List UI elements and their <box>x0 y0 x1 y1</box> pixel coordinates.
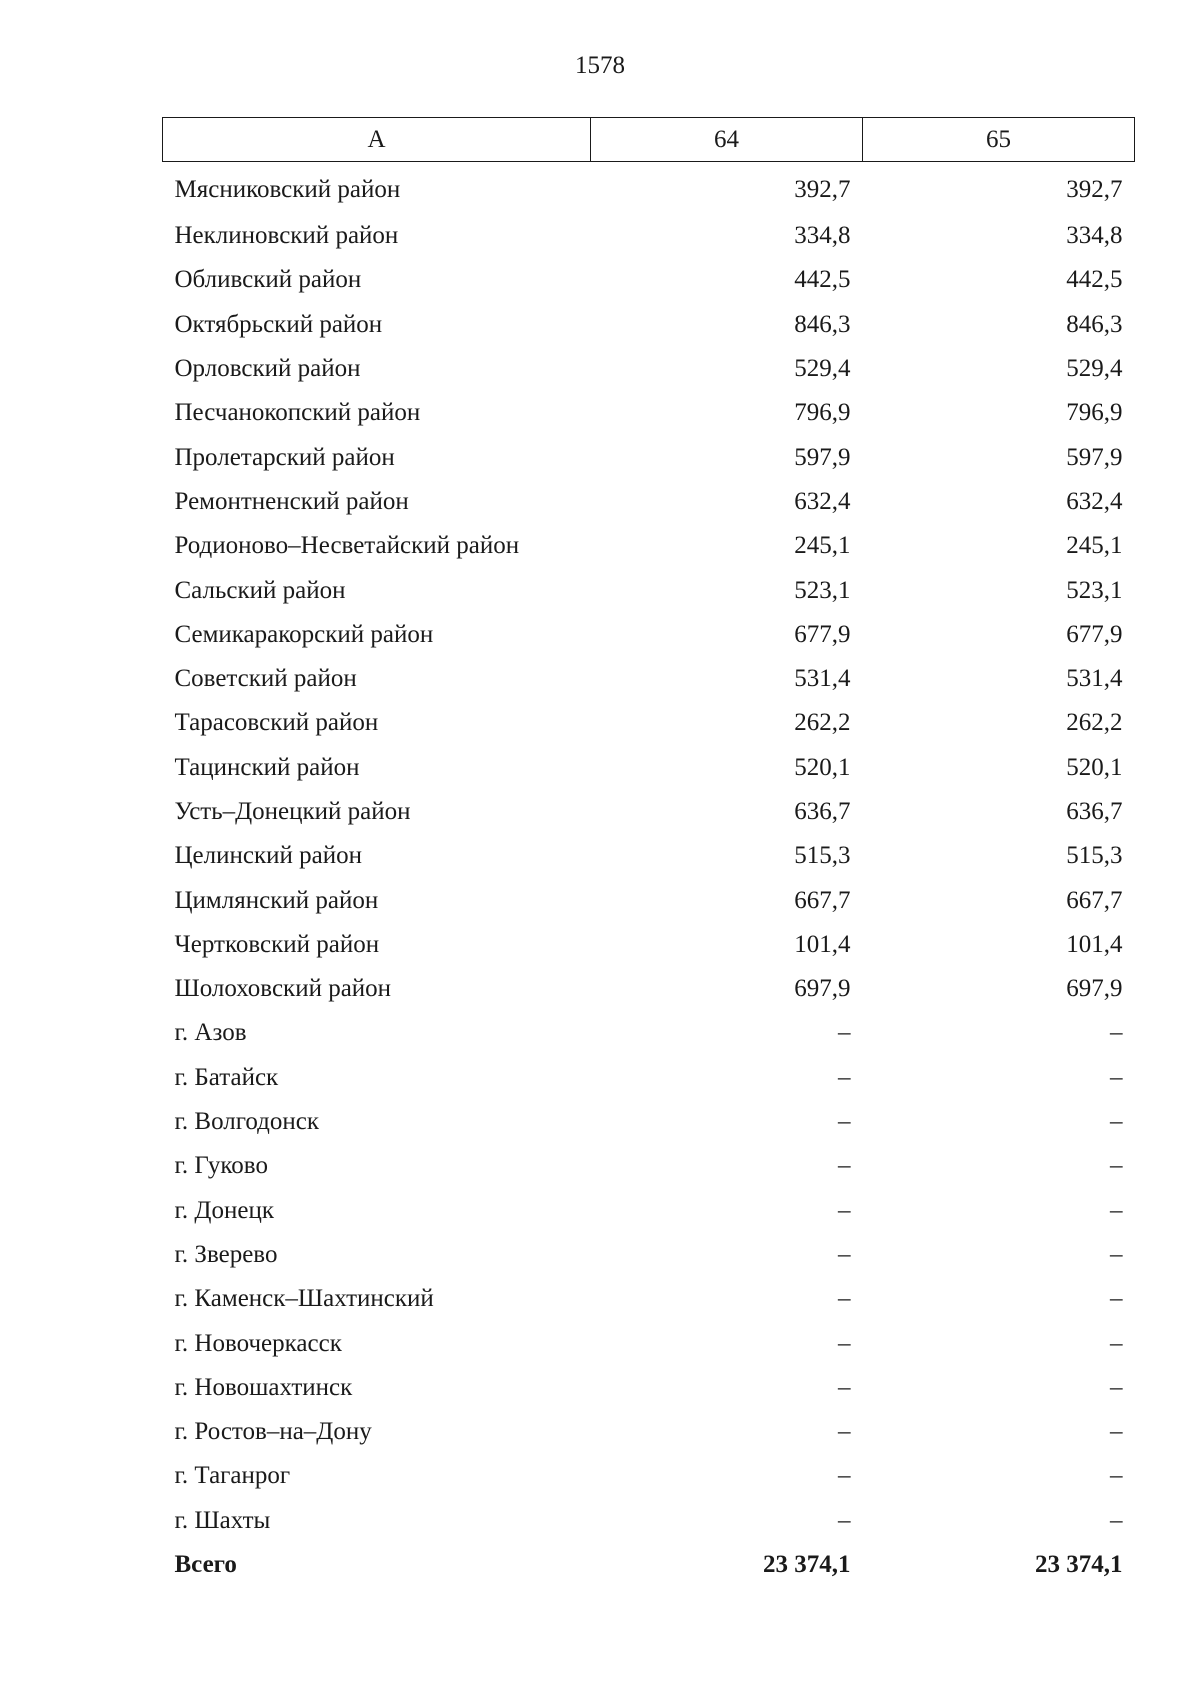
table-row <box>163 1189 1135 1233</box>
row-value-65-cell: 392,7 <box>1066 176 1123 203</box>
row-value-65-cell: 245,1 <box>1066 532 1123 560</box>
row-value-65-cell: 597,9 <box>1066 443 1123 471</box>
table-row <box>163 303 1135 347</box>
row-name-cell: Усть–Донецкий район <box>174 798 411 825</box>
row-value-65-cell: 442,5 <box>1066 266 1123 294</box>
row-value-65-cell: 529,4 <box>1066 355 1123 383</box>
table-row <box>163 1454 1135 1498</box>
row-name-cell: г. Шахты <box>174 1506 271 1534</box>
total-value-65-cell: 23 374,1 <box>1035 1551 1123 1579</box>
table-body <box>163 162 1135 1588</box>
row-name-cell: Семикаракорский район <box>174 620 434 648</box>
table-row <box>163 613 1135 657</box>
row-value-65-cell: 101,4 <box>1066 930 1123 958</box>
table-row <box>163 1144 1135 1188</box>
table-row <box>163 162 1135 215</box>
table-row <box>163 524 1135 568</box>
row-name-cell: г. Азов <box>174 1019 247 1047</box>
row-value-65-cell: – <box>1110 1019 1123 1047</box>
row-value-65-cell: 796,9 <box>1066 399 1123 427</box>
row-name-cell: Тацинский район <box>174 753 360 781</box>
row-value-64-cell: 632,4 <box>794 487 851 515</box>
header-cell-64: 64 <box>591 118 863 162</box>
row-value-65-cell: 531,4 <box>1066 665 1123 693</box>
table-row <box>163 1410 1135 1454</box>
row-value-65-cell: – <box>1110 1152 1123 1180</box>
total-label-cell: Всего <box>174 1551 237 1579</box>
row-value-65-cell: 697,9 <box>1066 975 1123 1003</box>
table-row <box>163 1321 1135 1365</box>
table-row <box>163 746 1135 790</box>
row-value-64-cell: – <box>838 1019 851 1047</box>
row-value-65-cell: – <box>1110 1418 1123 1446</box>
row-value-65-cell: – <box>1110 1285 1123 1313</box>
row-value-64-cell: – <box>838 1196 851 1224</box>
header-cell-65: 65 <box>863 118 1135 162</box>
row-value-64-cell: 846,3 <box>794 310 851 338</box>
table-row <box>163 967 1135 1011</box>
table-row <box>163 1100 1135 1144</box>
row-name-cell: г. Каменск–Шахтинский <box>174 1285 434 1313</box>
row-value-64-cell: 697,9 <box>794 975 851 1003</box>
row-name-cell: Чертковский район <box>174 930 380 958</box>
table-row <box>163 701 1135 745</box>
table-row <box>163 258 1135 302</box>
row-name-cell: г. Зверево <box>174 1240 278 1268</box>
table-row <box>163 834 1135 878</box>
table-header <box>163 118 1135 162</box>
row-value-65-cell: 636,7 <box>1066 798 1123 825</box>
row-value-65-cell: 523,1 <box>1066 576 1123 604</box>
row-value-64-cell: 442,5 <box>794 266 851 294</box>
row-value-64-cell: – <box>838 1418 851 1446</box>
row-value-65-cell: 667,7 <box>1066 886 1123 914</box>
row-value-65-cell: 515,3 <box>1066 842 1123 870</box>
table-row <box>163 1366 1135 1410</box>
total-row <box>163 1543 1135 1587</box>
row-value-64-cell: 636,7 <box>794 798 851 825</box>
table-row <box>163 1056 1135 1100</box>
row-value-64-cell: – <box>838 1373 851 1401</box>
row-value-64-cell: 334,8 <box>794 222 851 250</box>
row-name-cell: Песчанокопский район <box>174 399 421 427</box>
row-value-64-cell: 101,4 <box>794 930 851 958</box>
row-value-64-cell: 392,7 <box>794 176 851 203</box>
row-name-cell: г. Новочеркасск <box>174 1329 342 1357</box>
data-table <box>162 117 1135 1587</box>
row-name-cell: Советский район <box>174 665 357 693</box>
row-value-65-cell: 334,8 <box>1066 222 1123 250</box>
row-value-65-cell: – <box>1110 1196 1123 1224</box>
table-row <box>163 1499 1135 1543</box>
row-name-cell: Ремонтненский район <box>174 487 409 515</box>
row-value-65-cell: 846,3 <box>1066 310 1123 338</box>
row-value-65-cell: – <box>1110 1506 1123 1534</box>
row-value-64-cell: 796,9 <box>794 399 851 427</box>
row-name-cell: г. Донецк <box>174 1196 274 1224</box>
row-name-cell: г. Волгодонск <box>174 1108 320 1136</box>
table-row <box>163 214 1135 258</box>
row-value-64-cell: 262,2 <box>794 709 851 737</box>
table-row <box>163 790 1135 834</box>
row-value-64-cell: 520,1 <box>794 753 851 781</box>
table-row <box>163 480 1135 524</box>
row-name-cell: Сальский район <box>174 576 346 604</box>
row-name-cell: г. Таганрог <box>174 1462 291 1490</box>
row-value-65-cell: 677,9 <box>1066 620 1123 648</box>
data-table-container <box>162 117 1134 1587</box>
row-value-64-cell: – <box>838 1329 851 1357</box>
row-value-64-cell: 677,9 <box>794 620 851 648</box>
table-row <box>163 1277 1135 1321</box>
row-value-65-cell: 632,4 <box>1066 487 1123 515</box>
row-value-65-cell: 520,1 <box>1066 753 1123 781</box>
row-name-cell: г. Ростов–на–Дону <box>174 1418 372 1446</box>
row-value-65-cell: – <box>1110 1240 1123 1268</box>
row-value-64-cell: – <box>838 1462 851 1490</box>
row-name-cell: Обливский район <box>174 266 362 294</box>
table-row <box>163 923 1135 967</box>
row-value-64-cell: 529,4 <box>794 355 851 383</box>
row-value-65-cell: – <box>1110 1462 1123 1490</box>
row-value-64-cell: – <box>838 1285 851 1313</box>
total-value-64-cell: 23 374,1 <box>763 1551 851 1579</box>
table-row <box>163 878 1135 922</box>
row-name-cell: Пролетарский район <box>174 443 395 471</box>
row-value-65-cell: 262,2 <box>1066 709 1123 737</box>
table-row <box>163 1011 1135 1055</box>
row-value-64-cell: 515,3 <box>794 842 851 870</box>
row-name-cell: г. Гуково <box>174 1152 268 1180</box>
row-name-cell: Октябрьский район <box>174 310 383 338</box>
row-value-64-cell: – <box>838 1506 851 1534</box>
row-name-cell: Орловский район <box>174 355 361 383</box>
row-name-cell: Мясниковский район <box>174 176 401 203</box>
row-value-64-cell: – <box>838 1240 851 1268</box>
row-value-65-cell: – <box>1110 1373 1123 1401</box>
row-value-65-cell: – <box>1110 1329 1123 1357</box>
row-name-cell: Шолоховский район <box>174 975 392 1003</box>
row-name-cell: Целинский район <box>174 842 362 870</box>
row-value-64-cell: 523,1 <box>794 576 851 604</box>
table-row <box>163 1233 1135 1277</box>
row-name-cell: Неклиновский район <box>174 222 399 250</box>
row-name-cell: г. Батайск <box>174 1063 279 1091</box>
row-value-64-cell: 531,4 <box>794 665 851 693</box>
table-row <box>163 657 1135 701</box>
row-value-64-cell: – <box>838 1152 851 1180</box>
row-value-64-cell: 597,9 <box>794 443 851 471</box>
row-name-cell: г. Новошахтинск <box>174 1373 353 1401</box>
row-value-65-cell: – <box>1110 1108 1123 1136</box>
row-value-64-cell: – <box>838 1108 851 1136</box>
table-row <box>163 435 1135 479</box>
row-value-64-cell: 245,1 <box>794 532 851 560</box>
header-row <box>163 118 1135 162</box>
table-row <box>163 568 1135 612</box>
row-name-cell: Родионово–Несветайский район <box>174 532 520 560</box>
table-row <box>163 347 1135 391</box>
row-value-64-cell: – <box>838 1063 851 1091</box>
header-cell-a: А <box>163 118 591 162</box>
row-value-65-cell: – <box>1110 1063 1123 1091</box>
page-number: 1578 <box>575 52 625 79</box>
row-name-cell: Тарасовский район <box>174 709 379 737</box>
table-row <box>163 391 1135 435</box>
row-name-cell: Цимлянский район <box>174 886 379 914</box>
row-value-64-cell: 667,7 <box>794 886 851 914</box>
